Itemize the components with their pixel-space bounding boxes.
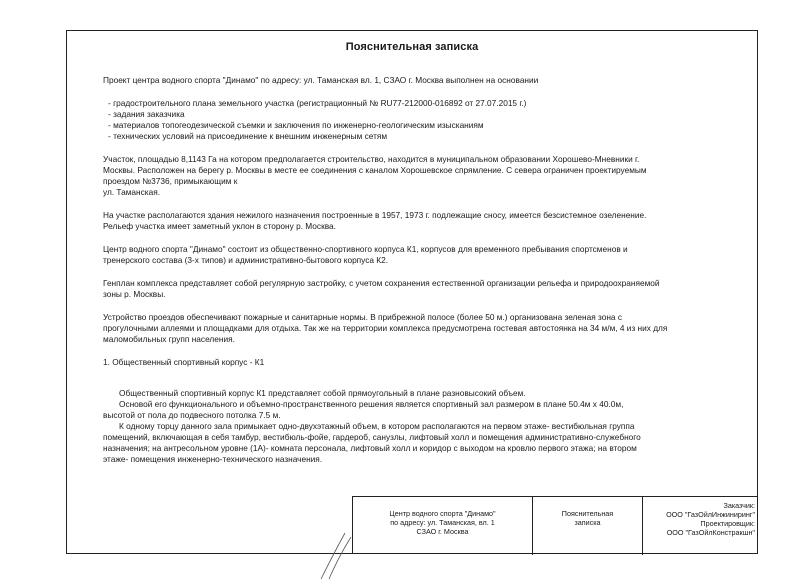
title-block — [352, 496, 758, 554]
k1-paragraph: Общественный спортивный корпус К1 представляет собой прямоугольный в плане разновысокий объем. — [119, 388, 526, 398]
k1-paragraph-line: Основой его функционального и объемно-пространственного решения является спортивный зал размером в плане 50.4м х 40.0м, — [119, 399, 624, 409]
basis-item: - задания заказчика — [108, 109, 185, 119]
basis-item: - материалов топогеодезической съемки и заключения по инженерно-геологическим изысканиям — [108, 120, 484, 130]
roads-paragraph-line: прогулочными аллеями и площадками для отдыха. Так же на территории комплекса предусмотрена гостевая автостоянка на 34 м/м, 4 из них для — [103, 323, 668, 333]
title-block-document-cell — [533, 497, 643, 555]
site-paragraph-line: Участок, площадью 8,1143 Га на котором предполагается строительство, находится в муниципальном образовании Хорошево-Мневники г. — [103, 154, 640, 164]
k1-paragraph-line: помещений, включающая в себя тамбур, вестибюль-фойе, гардероб, санузлы, лифтовый холл и помещения административно-служебного — [103, 432, 641, 442]
genplan-paragraph-line: Генплан комплекса представляет собой регулярную застройку, с учетом сохранения естественной организации рельефа и природоохраняемой — [103, 278, 660, 288]
buildings-paragraph-line: Рельеф участка имеет заметный уклон в сторону р. Москва. — [103, 221, 336, 231]
designer-label: Проектировщик: — [700, 519, 755, 528]
title-block-organizations-cell — [643, 497, 759, 555]
intro-paragraph: Проект центра водного спорта "Динамо" по адресу: ул. Таманская вл. 1, СЗАО г. Москва выполнен на основании — [103, 75, 539, 85]
project-name: Центр водного спорта "Динамо" — [389, 509, 496, 518]
basis-item: - градостроительного плана земельного участка (регистрационный № RU77-212000-016892 от 27.07.2015 г.) — [108, 98, 527, 108]
buildings-paragraph-line: На участке располагаются здания нежилого назначения построенные в 1957, 1973 г. подлежащие сносу, имеется безсистемное озеленение. — [103, 210, 647, 220]
project-district: СЗАО г. Москва — [416, 527, 469, 536]
document-frame — [66, 30, 758, 554]
document-type: Пояснительная — [561, 509, 614, 518]
section-heading: 1. Общественный спортивный корпус - К1 — [103, 357, 265, 367]
designer-name: ООО "ГазОйлКонстракшн" — [666, 528, 755, 537]
document-title: Пояснительная записка — [345, 41, 479, 53]
roads-paragraph-line: Устройство проездов обеспечивают пожарные и санитарные нормы. В прибрежной полосе (более 50 м.) организована зеленая зона с — [103, 312, 622, 322]
site-paragraph-line: Москвы. Расположен на берегу р. Москвы в месте ее соединения с каналом Хорошевское спрямление. С севера ограничен проектируемым — [103, 165, 647, 175]
signature-mark — [315, 529, 355, 581]
k1-paragraph-line: этаже- помещения инженерно-технического назначения. — [103, 454, 323, 464]
center-paragraph-line: тренерского состава (3-х типов) и административно-бытового корпуса К2. — [103, 255, 389, 265]
document-body — [103, 75, 743, 465]
customer-label: Заказчик: — [723, 501, 755, 510]
k1-paragraph-line: назначения; на антресольном уровне (1А)- комната персонала, лифтовый холл и коридор с выходом на кровлю первого этажа; на втором — [103, 443, 637, 453]
site-paragraph-line: ул. Таманская. — [103, 187, 161, 197]
customer-name: ООО "ГазОйлИнжиниринг" — [666, 510, 755, 519]
document-type-cont: записка — [574, 518, 601, 527]
project-address: по адресу: ул. Таманская, вл. 1 — [390, 518, 495, 527]
title-block-project-cell — [353, 497, 533, 555]
center-paragraph-line: Центр водного спорта "Динамо" состоит из общественно-спортивного корпуса К1, корпусов для временного пребывания спортсменов и — [103, 244, 628, 254]
roads-paragraph-line: маломобильных групп населения. — [103, 334, 235, 344]
basis-item: - технических условий на присоединение к внешним инженерным сетям — [108, 131, 388, 141]
site-paragraph-line: проездом №3736, примыкающим к — [103, 176, 238, 186]
k1-paragraph-line: высотой от пола до подвесного потолка 7.5 м. — [103, 410, 281, 420]
genplan-paragraph-line: зоны р. Москвы. — [103, 289, 166, 299]
k1-paragraph-line: К одному торцу данного зала примыкает одно-двухэтажный объем, в котором располагаются на первом этаже- вестибюльная группа — [119, 421, 635, 431]
